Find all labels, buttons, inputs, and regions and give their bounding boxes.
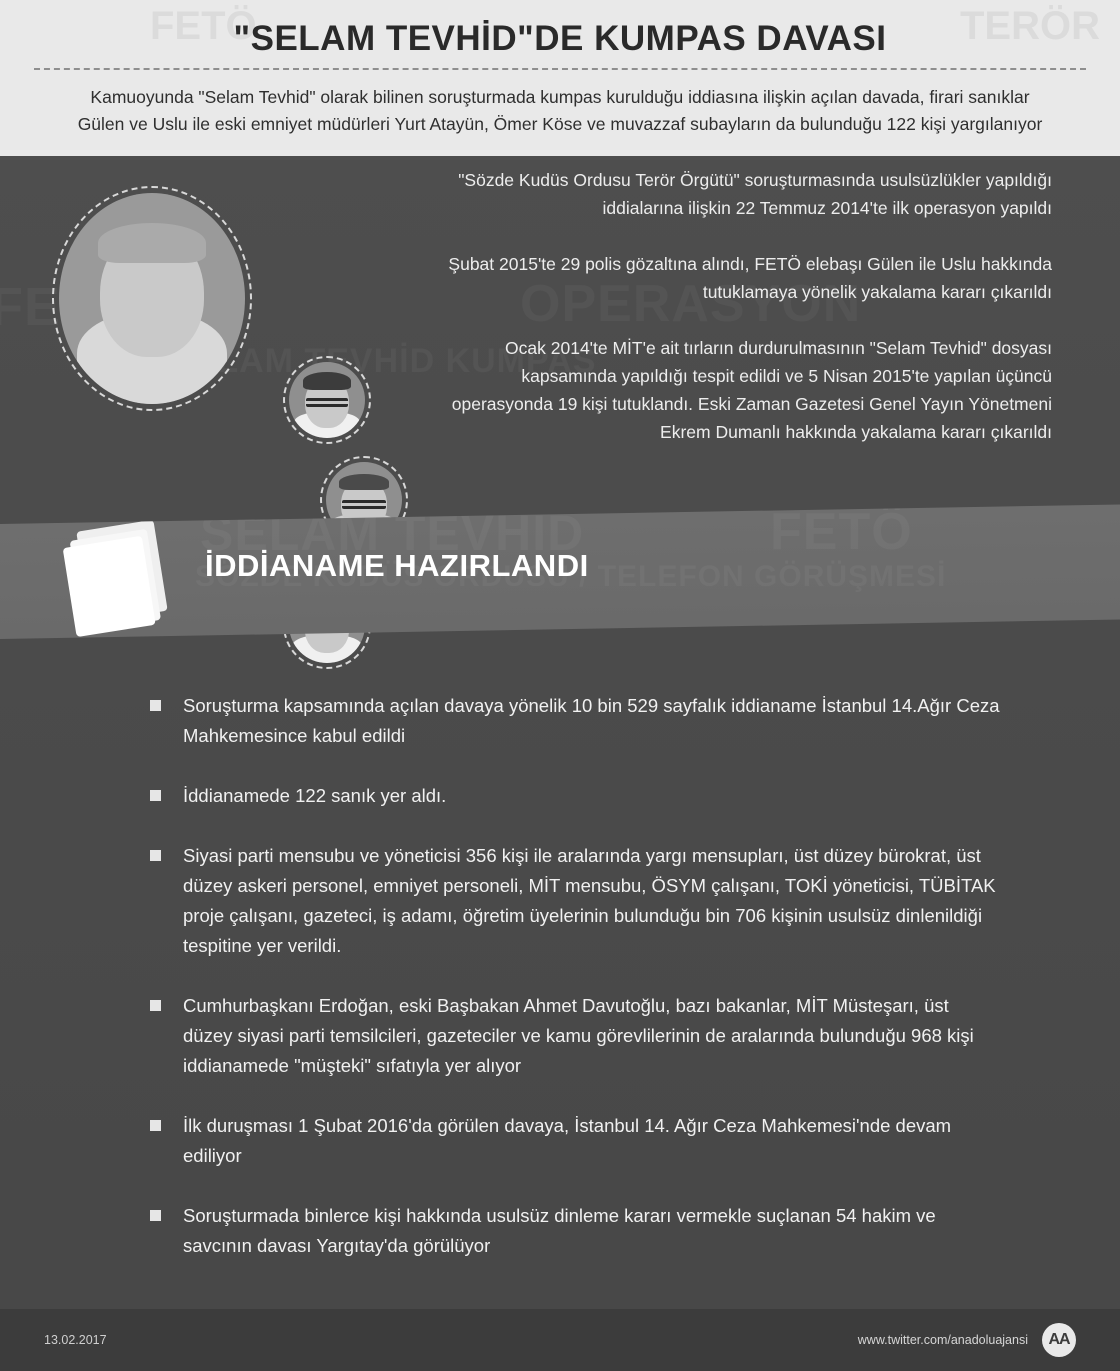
top-paragraph: Şubat 2015'te 29 polis gözaltına alındı, FETÖ elebaşı Gülen ile Uslu hakkında tutuklamaya yönelik yakalama kararı çıkarıldı — [448, 254, 1052, 302]
header-watermark-right: TERÖR — [960, 4, 1100, 48]
list-item-text: İddianamede 122 sanık yer aldı. — [183, 785, 447, 806]
square-bullet-icon — [150, 1210, 161, 1221]
section-band — [0, 504, 1120, 639]
header-watermark-left: FETÖ — [150, 4, 257, 48]
list-item-text: İlk duruşması 1 Şubat 2016'da görülen davaya, İstanbul 14. Ağır Ceza Mahkemesi'nde devam ediliyor — [183, 1115, 952, 1166]
folder-icon — [60, 519, 171, 637]
list-item-text: Soruşturmada binlerce kişi hakkında usulsüz dinleme kararı vermekle suçlanan 54 hakim ve savcının davası Yargıtay'da görülüyor — [183, 1205, 936, 1256]
top-paragraph-list — [420, 166, 1052, 474]
list-item — [150, 991, 1050, 1081]
page-title: "SELAM TEVHİD"DE KUMPAS DAVASI — [233, 19, 887, 58]
intro-text: Kamuoyunda "Selam Tevhid" olarak bilinen soruşturmada kumpas kurulduğu iddiasına ilişkin açılan davada, firari sanıklar Gülen ve Uslu ile eski emniyet müdürleri Yurt Atayün, Ömer Köse ve muvazzaf subayların da bulunduğu 122 kişi yargılanıyor — [77, 87, 1043, 134]
footer-twitter-handle[interactable]: www.twitter.com/anadoluajansi — [857, 1333, 1028, 1347]
list-item — [150, 691, 1050, 751]
footer-date: 13.02.2017 — [44, 1333, 107, 1347]
top-paragraph: "Sözde Kudüs Ordusu Terör Örgütü" soruşturmasında usulsüzlükler yapıldığı iddialarına ilişkin 22 Temmuz 2014'te ilk operasyon yapıldı — [458, 170, 1052, 218]
list-item-text: Cumhurbaşkanı Erdoğan, eski Başbakan Ahmet Davutoğlu, bazı bakanlar, MİT Müsteşarı, üst düzey siyasi parti temsilcileri, gazeteciler ve kamu görevlilerinin de aralarında bulunduğu 968 kişi iddianamede "müşteki" sıfatıyla yer alıyor — [183, 995, 974, 1076]
portrait-main — [52, 186, 252, 411]
section-title: İDDİANAME HAZIRLANDI — [205, 548, 589, 584]
top-section — [0, 156, 1120, 536]
square-bullet-icon — [150, 1000, 161, 1011]
list-item — [150, 1111, 1050, 1171]
list-item-text: Soruşturma kapsamında açılan davaya yönelik 10 bin 529 sayfalık iddianame İstanbul 14.Ağır Ceza Mahkemesince kabul edildi — [183, 695, 1000, 746]
footer — [0, 1309, 1120, 1371]
portrait-secondary-1 — [283, 356, 371, 444]
watermark-5 — [770, 504, 913, 562]
square-bullet-icon — [150, 700, 161, 711]
header — [0, 0, 1120, 78]
list-item — [150, 1201, 1050, 1261]
intro-band — [0, 78, 1120, 156]
square-bullet-icon — [150, 790, 161, 801]
square-bullet-icon — [150, 1120, 161, 1131]
bullet-list — [0, 639, 1120, 1261]
list-item — [150, 781, 1050, 811]
top-paragraph: Ocak 2014'te MİT'e ait tırların durdurulmasının "Selam Tevhid" dosyası kapsamında yapıldığı tespit edildi ve 5 Nisan 2015'te yapılan üçüncü operasyonda 19 kişi tutuklandı. Eski Zaman Gazetesi Genel Yayın Yönetmeni Ekrem Dumanlı hakkında yakalama kararı çıkarıldı — [451, 338, 1052, 442]
list-item-text: Siyasi parti mensubu ve yöneticisi 356 kişi ile aralarında yargı mensupları, üst düzey bürokrat, üst düzey askeri personel, emniyet personeli, MİT mensubu, ÖSYM çalışanı, TOKİ yöneticisi, TÜBİTAK proje çalışanı, gazeteci, iş adamı, öğretim üyelerinin bulunduğu bin 706 kişinin usulsüz dinlenildiği tespitine yer verildi. — [183, 845, 996, 956]
agency-logo: AA — [1042, 1323, 1076, 1357]
list-item — [150, 841, 1050, 961]
square-bullet-icon — [150, 850, 161, 861]
